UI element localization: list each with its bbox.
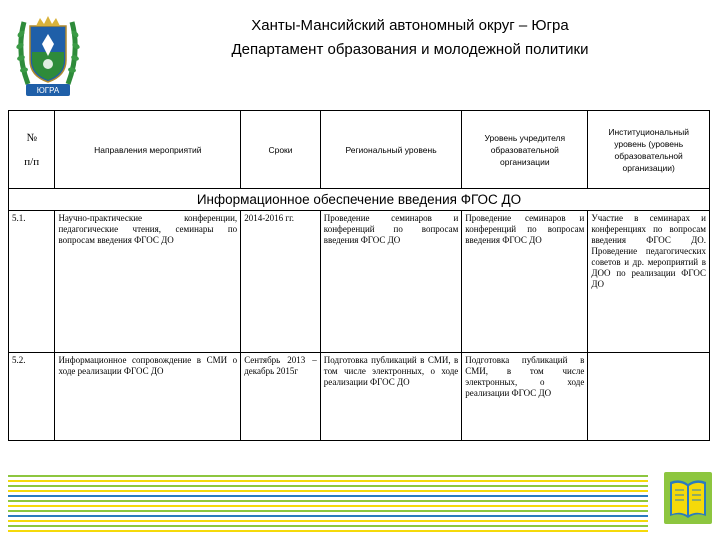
column-header-terms: Сроки bbox=[241, 111, 321, 189]
book-logo-icon bbox=[660, 468, 716, 528]
row-number: 5.2. bbox=[9, 353, 55, 441]
table-row bbox=[9, 353, 710, 441]
column-header-number: № п/п bbox=[9, 111, 55, 189]
column-header-directions: Направления мероприятий bbox=[55, 111, 241, 189]
title-line-department: Департамент образования и молодежной политики bbox=[231, 41, 589, 58]
row-number: 5.1. bbox=[9, 211, 55, 353]
section-title: Информационное обеспечение введения ФГОС ДО bbox=[9, 189, 710, 211]
row-founder: Проведение семинаров и конференций по вопросам введения ФГОС ДО bbox=[462, 211, 588, 353]
table-header-row bbox=[9, 111, 710, 189]
row-institutional bbox=[588, 353, 710, 441]
measures-table bbox=[8, 110, 710, 441]
row-direction: Информационное сопровождение в СМИ о ходе реализации ФГОС ДО bbox=[55, 353, 241, 441]
row-terms: 2014-2016 гг. bbox=[241, 211, 321, 353]
decorative-stripes bbox=[8, 472, 648, 534]
page-title bbox=[130, 14, 690, 62]
column-header-founder: Уровень учредителя образовательной организации bbox=[462, 111, 588, 189]
column-header-regional: Региональный уровень bbox=[320, 111, 462, 189]
row-regional: Проведение семинаров и конференций по вопросам введения ФГОС ДО bbox=[320, 211, 462, 353]
row-founder: Подготовка публикаций в СМИ, в том числе электронных, о ходе реализации ФГОС ДО bbox=[462, 353, 588, 441]
emblem-caption: ЮГРА bbox=[36, 86, 60, 95]
section-row bbox=[9, 189, 710, 211]
row-regional: Подготовка публикаций в СМИ, в том числе электронных, о ходе реализации ФГОС ДО bbox=[320, 353, 462, 441]
row-terms: Сентябрь 2013 – декабрь 2015г bbox=[241, 353, 321, 441]
title-line-region: Ханты-Мансийский автономный округ – Югра bbox=[251, 17, 569, 34]
coat-of-arms-icon bbox=[14, 12, 82, 102]
row-institutional: Участие в семинарах и конференциях по вопросам введения ФГОС ДО. Проведение педагогических советов и др. мероприятий в ДОО по реализации ФГОС ДО bbox=[588, 211, 710, 353]
row-direction: Научно-практические конференции, педагогические чтения, семинары по вопросам введения ФГОС ДО bbox=[55, 211, 241, 353]
table-row bbox=[9, 211, 710, 353]
column-header-institutional: Институциональный уровень (уровень образовательной организации) bbox=[588, 111, 710, 189]
